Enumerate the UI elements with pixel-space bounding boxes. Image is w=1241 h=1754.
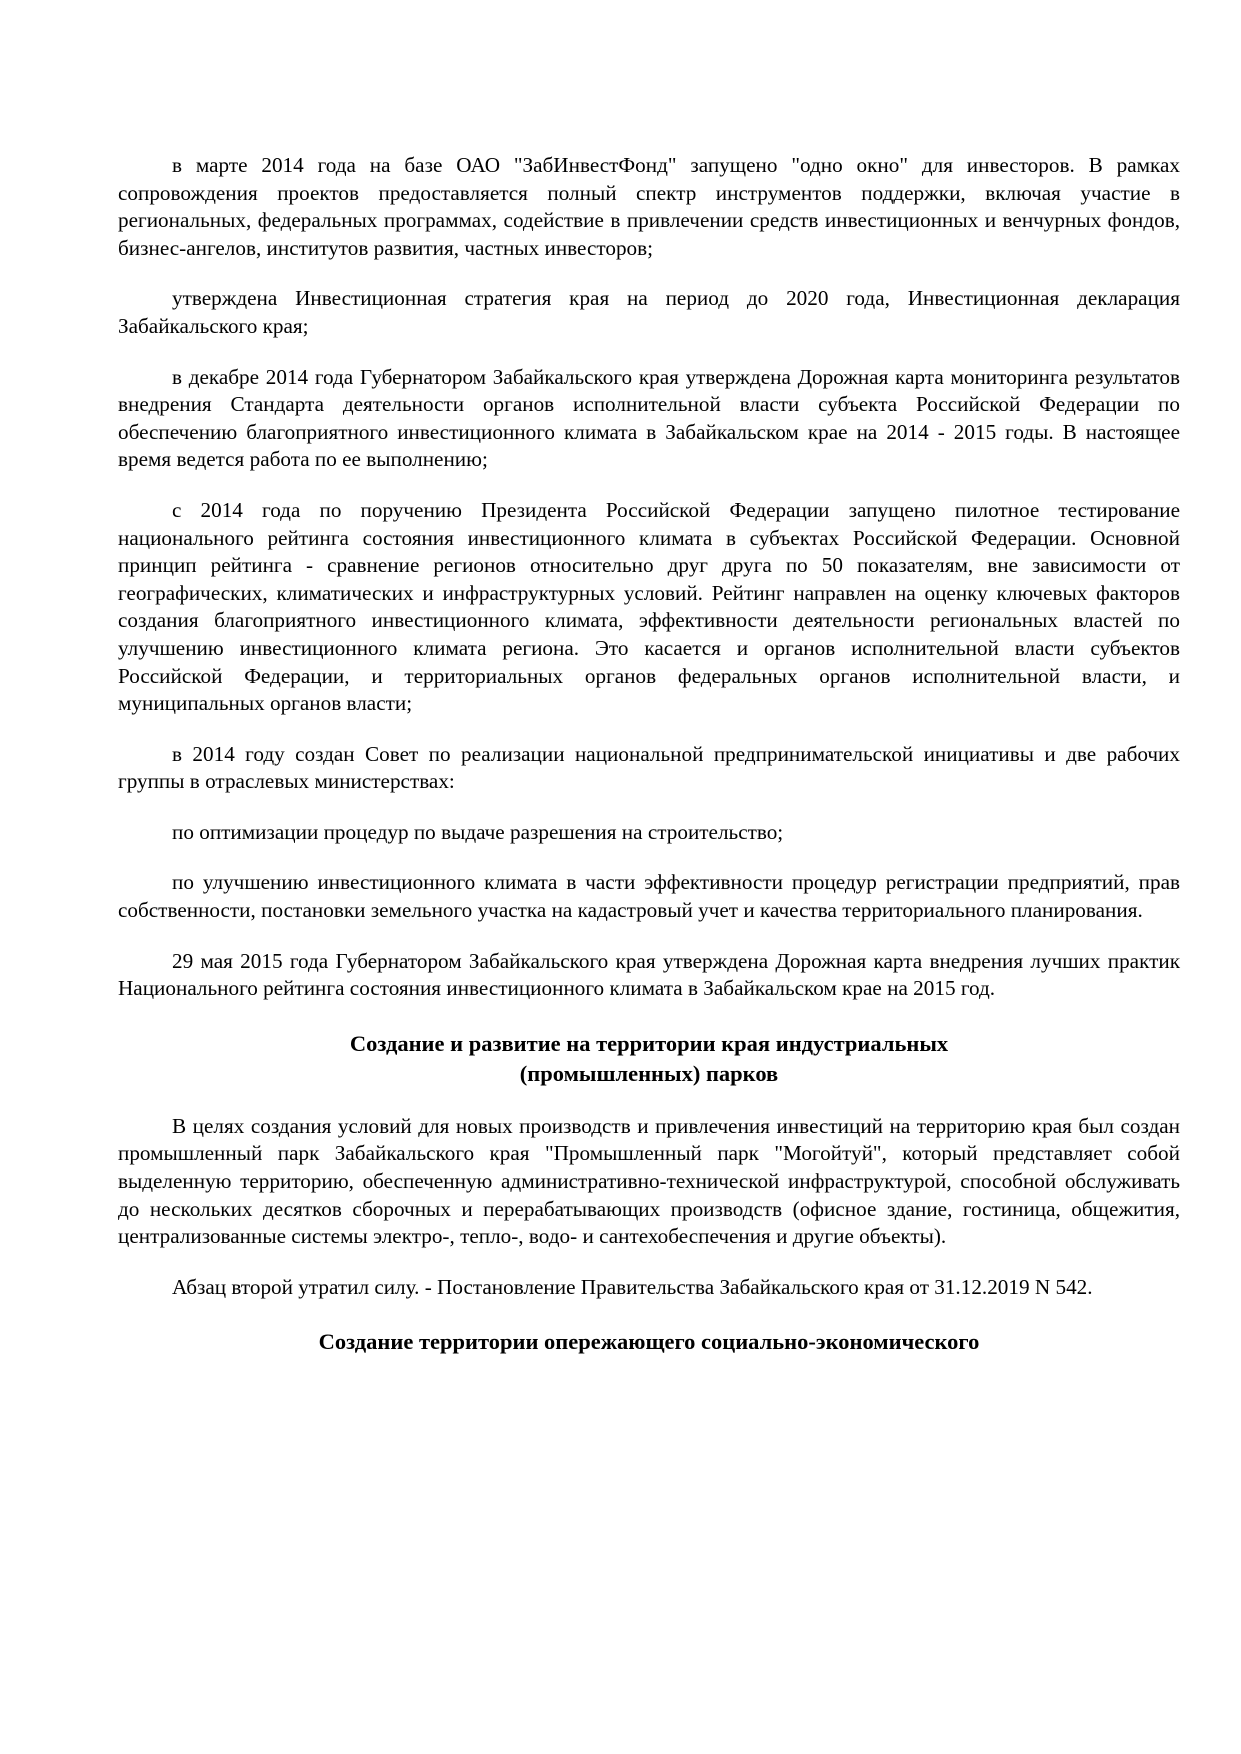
paragraph-investment-strategy: утверждена Инвестиционная стратегия края на период до 2020 года, Инвестиционная декларация Забайкальского края;: [118, 286, 1180, 338]
paragraph-one-window: в марте 2014 года на базе ОАО "ЗабИнвестФонд" запущено "одно окно" для инвесторов. В рамках сопровождения проектов предоставляется полный спектр инструментов поддержки, включая участие в региональных, федеральных программах, содействие в привлечении средств инвестиционных и венчурных фондов, бизнес-ангелов, институтов развития, частных инвесторов;: [118, 153, 1180, 260]
paragraph-mogoytuy-park: В целях создания условий для новых производств и привлечения инвестиций на территорию края был создан промышленный парк Забайкальского края "Промышленный парк "Могойтуй", который представляет собой выделенную территорию, обеспеченную административно-технической инфраструктурой, способной обслуживать до нескольких десятков сборочных и перерабатывающих производств (офисное здание, гостиница, общежития, централизованные системы электро-, тепло-, водо- и сантехобеспечения и другие объекты).: [118, 1113, 1180, 1249]
paragraph-national-rating: с 2014 года по поручению Президента Российской Федерации запущено пилотное тестирование национального рейтинга состояния инвестиционного климата в субъектах Российской Федерации. Основной принцип рейтинга - сравнение регионов относительно друг друга по 50 показателям, вне зависимости от географических, климатических и инфраструктурных условий. Рейтинг направлен на оценку ключевых факторов создания благоприятного инвестиционного климата, эффективности деятельности региональных властей по улучшению инвестиционного климата региона. Это касается и органов исполнительной власти субъектов Российской Федерации, и территориальных органов федеральных органов исполнительной власти, и муниципальных органов власти;: [118, 497, 1180, 716]
paragraph-council-2014: в 2014 году создан Совет по реализации национальной предпринимательской инициативы и две рабочих группы в отраслевых министерствах:: [118, 741, 1180, 794]
paragraph-roadmap-december-2014: в декабре 2014 года Губернатором Забайкальского края утверждена Дорожная карта мониторинга результатов внедрения Стандарта деятельности органов исполнительной власти субъекта Российской Федерации по обеспечению благоприятного инвестиционного климата в Забайкальском крае на 2014 - 2015 годы. В настоящее время ведется работа по ее выполнению;: [118, 364, 1180, 472]
heading-line: (промышленных) парков: [519, 1060, 779, 1086]
heading-line: Создание и развитие на территории края индустриальных: [349, 1030, 949, 1056]
paragraph-construction-permits: по оптимизации процедур по выдаче разрешения на строительство;: [172, 819, 784, 844]
paragraph-roadmap-may-2015: 29 мая 2015 года Губернатором Забайкальского края утверждена Дорожная карта внедрения лучших практик Национального рейтинга состояния инвестиционного климата в Забайкальском крае на 2015 год.: [118, 948, 1180, 1001]
paragraph-repealed-note: Абзац второй утратил силу. - Постановление Правительства Забайкальского края от 31.12.2019 N 542.: [172, 1274, 1093, 1299]
document-body: [118, 152, 1180, 1381]
heading-line: Создание территории опережающего социально-экономического: [318, 1329, 980, 1355]
section-heading-advanced-territory: [118, 1327, 1180, 1357]
paragraph-registration-procedures: по улучшению инвестиционного климата в части эффективности процедур регистрации предприятий, прав собственности, постановки земельного участка на кадастровый учет и качества территориального планирования.: [118, 870, 1180, 923]
section-heading-industrial-parks: [118, 1029, 1180, 1089]
